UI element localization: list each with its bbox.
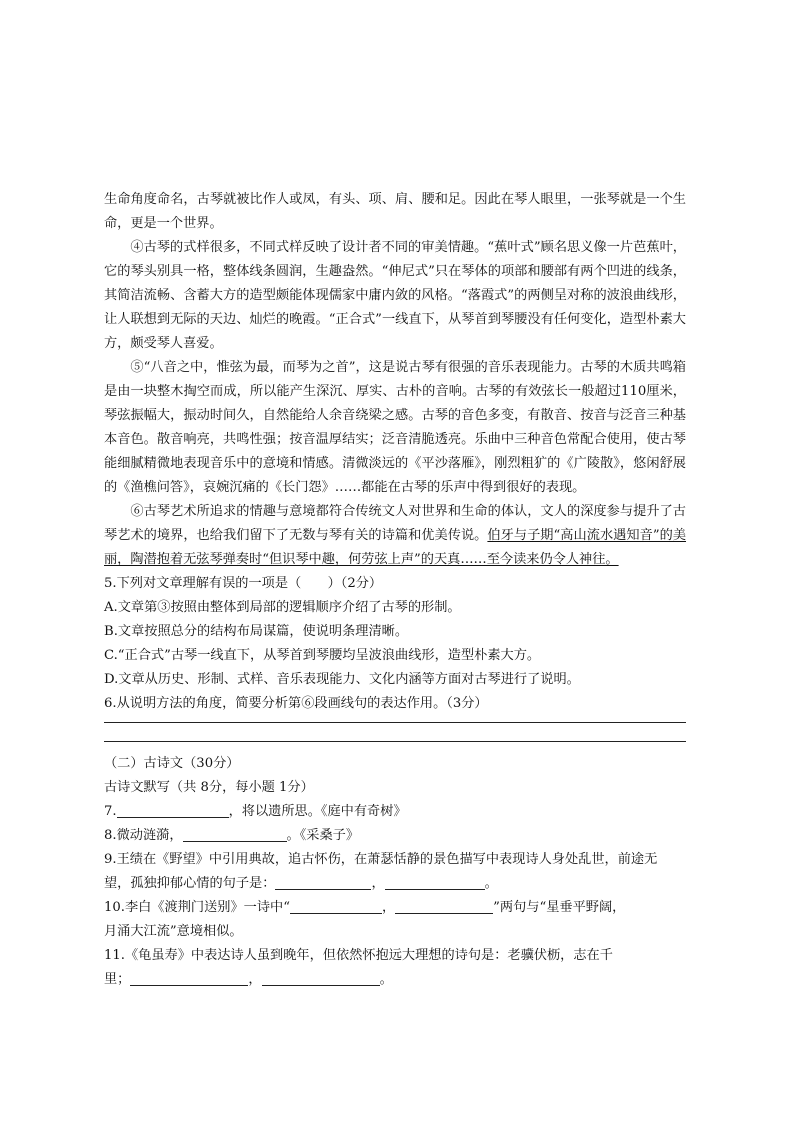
question-9-comma: ，: [371, 876, 385, 891]
exam-page: [104, 188, 686, 992]
question-8-tail: 。《采桑子》: [286, 828, 360, 843]
question-9-period: 。: [484, 876, 498, 891]
question-11-comma: ，: [248, 972, 262, 987]
passage-paragraph-6: [104, 500, 686, 572]
question-11-blank-1[interactable]: [130, 971, 248, 986]
passage-paragraph-5: ⑤“八音之中，惟弦为最，而琴为之首”，这是说古琴有很强的音乐表现能力。古琴的木质共鸣箱是由一块整木掏空而成，所以能产生深沉、厚实、古朴的音响。古琴的有效弦长一般超过110厘米，琴弦振幅大，振动时间久，自然能给人余音绕梁之感。古琴的音色多变，有散音、按音与泛音三种基本音色。散音响亮，共鸣性强；按音温厚结实；泛音清脆透亮。乐曲中三种音色常配合使用，使古琴能细腻精微地表现音乐中的意境和情感。清微淡远的《平沙落雁》，刚烈粗犷的《广陵散》，悠闲舒展的《渔樵问答》，哀婉沉痛的《长门怨》……都能在古琴的乐声中得到很好的表现。: [104, 360, 686, 495]
question-10-post: ”两句与“星垂平野阔，: [493, 900, 626, 915]
question-5-option-c: C.“正合式”古琴一线直下，从琴首到琴腰均呈波浪曲线形，造型朴素大方。: [104, 648, 541, 663]
question-5-option-d: D.文章从历史、形制、式样、音乐表现能力、文化内涵等方面对古琴进行了说明。: [104, 672, 580, 687]
question-7-number: 7.: [104, 804, 117, 819]
question-10-comma: ，: [381, 900, 396, 915]
section-2-subheading: 古诗文默写（共 8分，每小题 1分）: [104, 780, 314, 795]
question-8: [104, 824, 686, 848]
question-6-stem: 6.从说明方法的角度，简要分析第⑥段画线句的表达作用。（3分）: [104, 696, 488, 711]
question-11-line-1: 11.《龟虽寿》中表达诗人虽到晚年，但依然怀抱远大理想的诗句是：老骥伏枥，志在千: [104, 948, 613, 963]
underlined-sentence: 伯牙与子期“高山流水遇知音”的美丽，陶潜抱着无弦琴弹奏时“但识琴中趣，何劳弦上声”的天真……至今读来仍令人神往。: [104, 528, 687, 567]
paragraph-6-text: ⑥古琴艺术所追求的情趣与意境都符合传统文人对世界和生命的体认，文人的深度参与提升了古琴艺术的境界，也给我们留下了无数与琴有关的诗篇和优美传说。: [104, 504, 686, 543]
question-9-text: 望，孤独抑郁心情的句子是：: [104, 876, 276, 891]
question-10-blank-2[interactable]: [395, 899, 493, 914]
question-11-line-2: [104, 968, 686, 992]
answer-line-1[interactable]: [104, 722, 686, 723]
question-7: [104, 800, 686, 824]
answer-line-2[interactable]: [104, 741, 686, 742]
question-10-blank-1[interactable]: [290, 899, 382, 914]
question-10-pre: 10.李白《渡荆门送别》一诗中“: [104, 900, 290, 915]
passage-paragraph-4: ④古琴的式样很多，不同式样反映了设计者不同的审美情趣。“蕉叶式”顾名思义像一片芭蕉叶，它的琴头别具一格，整体线条圆润，生趣盎然。“伸尼式”只在琴体的项部和腰部有两个凹进的线条，其简洁流畅、含蓄大方的造型颇能体现儒家中庸内敛的风格。“落霞式”的两侧呈对称的波浪曲线形，让人联想到无际的天边、灿烂的晚霞。“正合式”一线直下，从琴首到琴腰没有任何变化，造型朴素大方，颇受琴人喜爱。: [104, 240, 686, 351]
question-9-blank-2[interactable]: [385, 875, 485, 890]
question-11-pre: 里；: [104, 972, 131, 987]
question-10-line-2: 月涌大江流”意境相似。: [104, 924, 243, 939]
question-7-blank[interactable]: [117, 803, 229, 818]
question-11-blank-2[interactable]: [262, 971, 380, 986]
question-5-stem: 5.下列对文章理解有误的一项是（ ）（2分）: [104, 576, 383, 591]
passage-paragraph-3-tail: 生命角度命名，古琴就被比作人或凤，有头、项、肩、腰和足。因此在琴人眼里，一张琴就是一个生命，更是一个世界。: [104, 192, 686, 231]
question-8-text: 8.微动涟漪，: [104, 828, 183, 843]
question-8-blank[interactable]: [183, 827, 287, 842]
question-9-line-1: 9.王绩在《野望》中引用典故，追古怀伤，在萧瑟恬静的景色描写中表现诗人身处乱世，前途无: [104, 852, 658, 867]
question-11-period: 。: [379, 972, 393, 987]
question-7-text: ，将以遗所思。《庭中有奇树》: [228, 804, 407, 819]
question-10-line-1: [104, 896, 686, 920]
section-2-heading: （二）古诗文（30分）: [104, 756, 240, 771]
question-5-option-b: B.文章按照总分的结构布局谋篇，使说明条理清晰。: [104, 624, 409, 639]
question-9-blank-1[interactable]: [275, 875, 371, 890]
question-5-option-a: A.文章第③按照由整体到局部的逻辑顺序介绍了古琴的形制。: [104, 600, 461, 615]
question-9-line-2: [104, 872, 686, 896]
